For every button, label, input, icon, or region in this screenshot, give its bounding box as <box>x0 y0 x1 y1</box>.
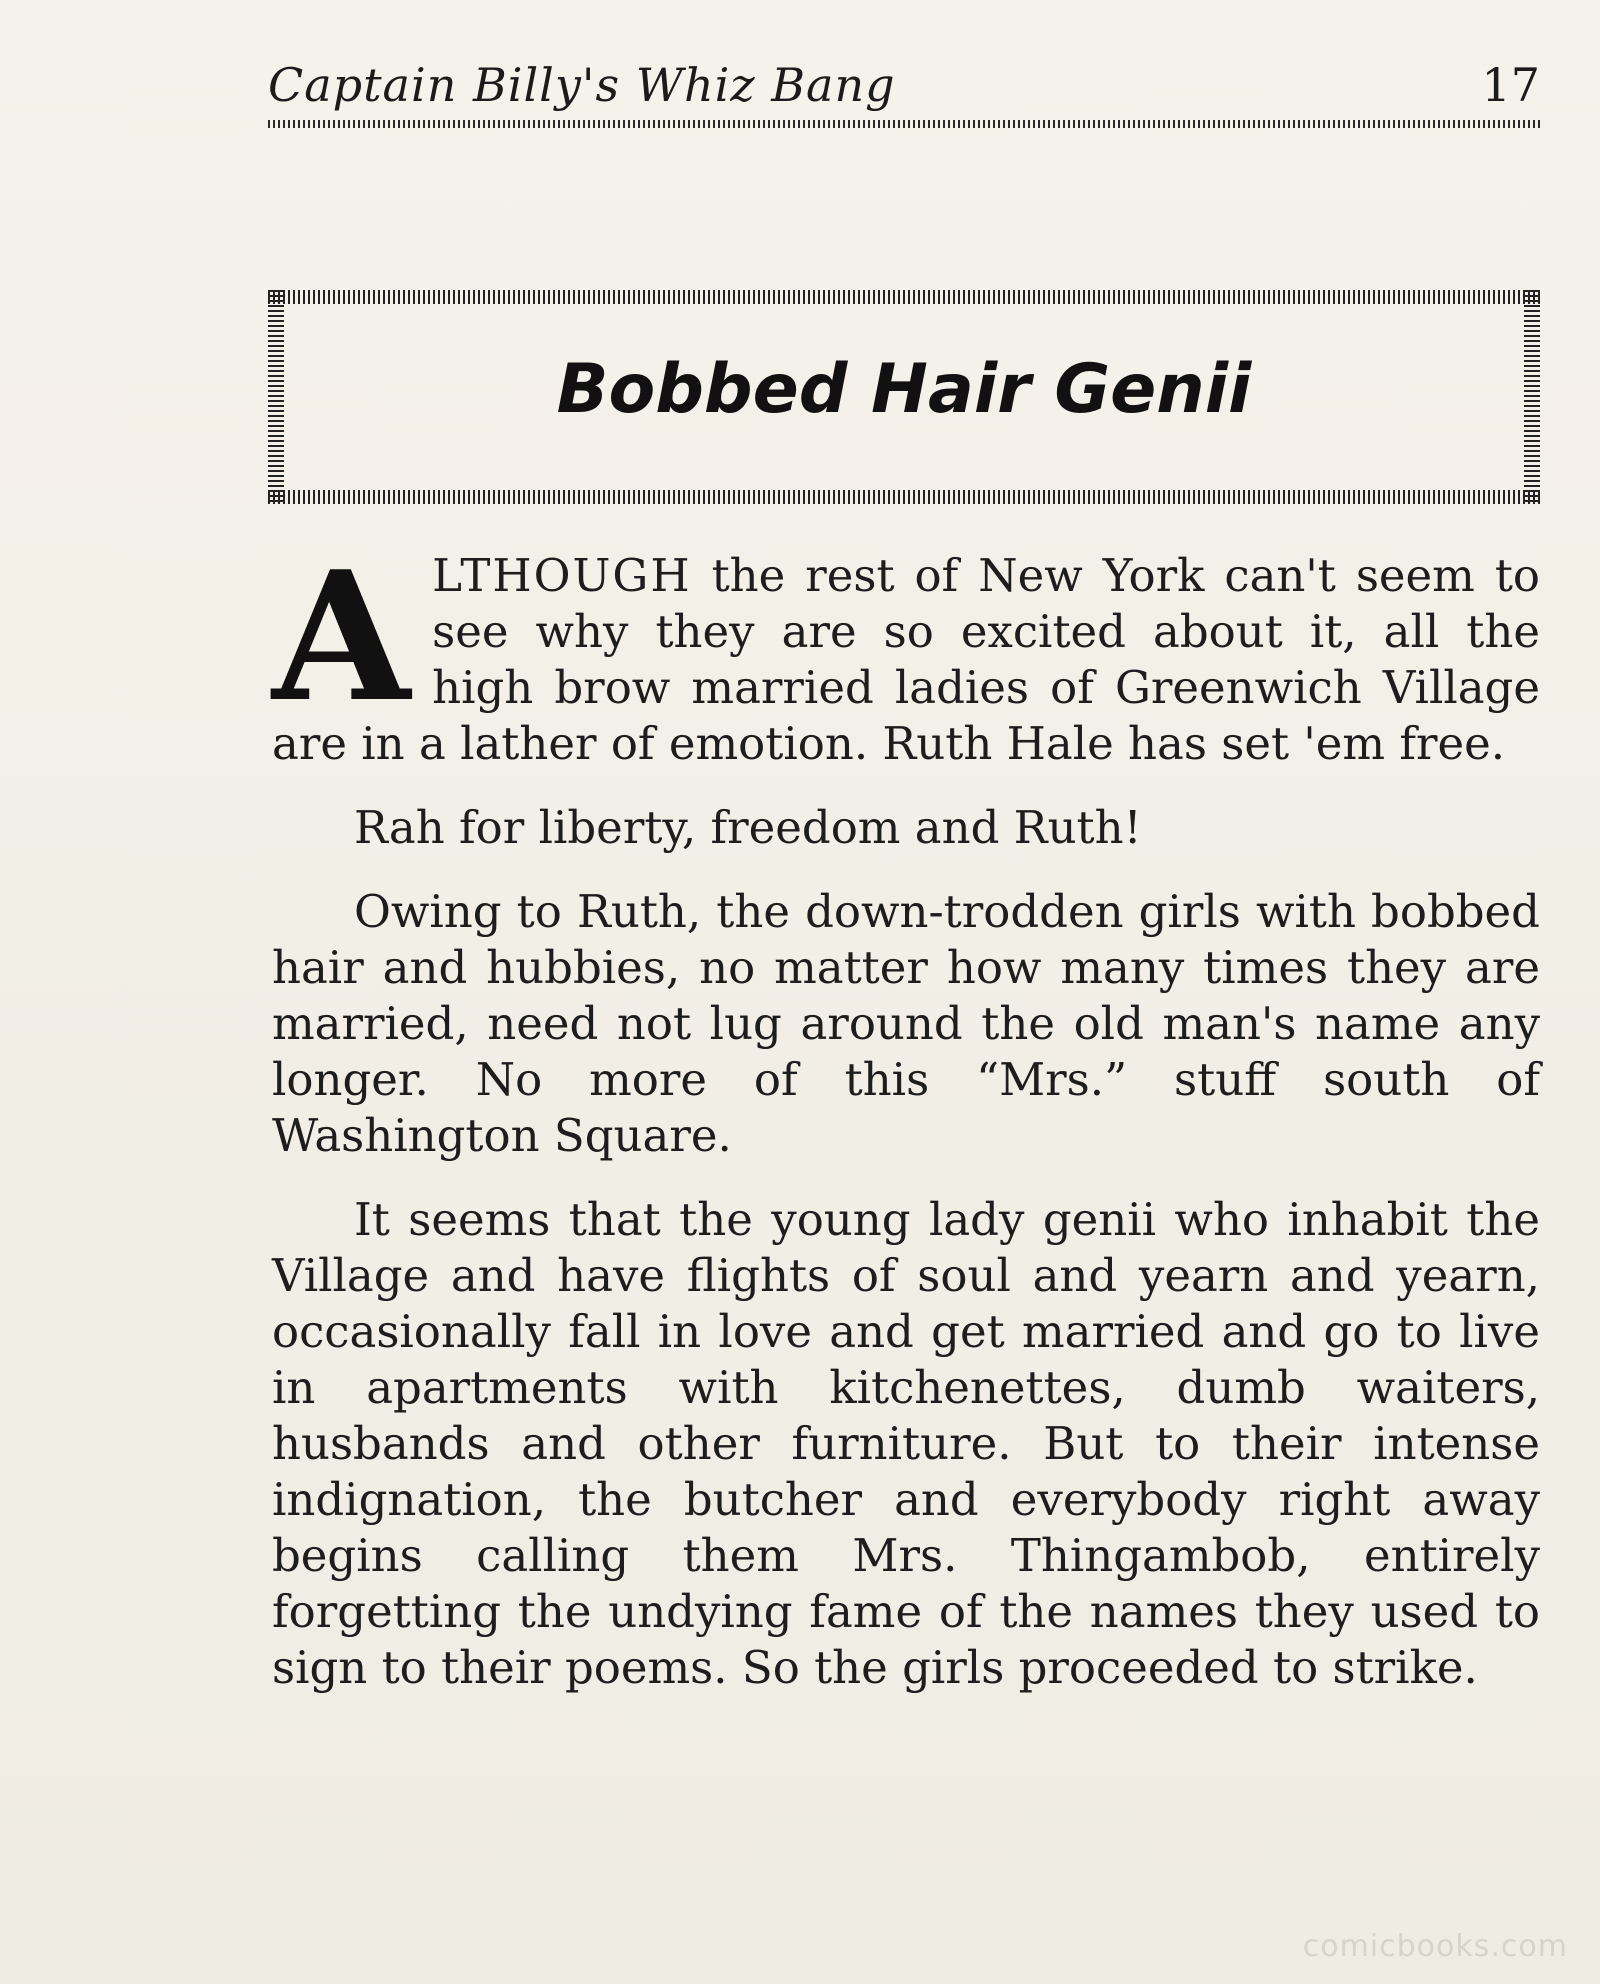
article-body <box>272 532 1540 1724</box>
lead-in-caps: LTHOUGH <box>432 549 692 602</box>
paragraph-3: Owing to Ruth, the down-trodden girls with bobbed hair and hubbies, no matter how many times they are married, need not lug around the old man's name any longer. No more of this “Mrs.” stuff south of Washington Square. <box>272 885 1540 1162</box>
magazine-title: Captain Billy's Whiz Bang <box>268 58 896 112</box>
watermark: comicbooks.com <box>1302 1929 1568 1964</box>
paragraph-1 <box>272 532 1540 772</box>
article-title: Bobbed Hair Genii <box>556 350 1252 429</box>
title-box-bottom-border <box>268 490 1540 504</box>
title-box-top-border <box>268 290 1540 304</box>
paragraph-2: Rah for liberty, freedom and Ruth! <box>354 801 1142 854</box>
drop-cap: A <box>272 532 411 741</box>
header-rule <box>268 120 1540 128</box>
paragraph-4: It seems that the young lady genii who inhabit the Village and have flights of soul and yearn and yearn, occasionally fall in love and get married and go to live in apartments with kitchenettes, dumb waiters, husbands and other furniture. But to their intense indignation, the butcher and everybody right away begins calling them Mrs. Thingambob, entirely forgetting the undying fame of the names they used to sign to their poems. So the girls proceeded to strike. <box>272 1193 1540 1694</box>
paragraph-1-text: the rest of New York can't seem to see why they are so excited about it, all the high brow married ladies of Greenwich Village are in a lather of emotion. Ruth Hale has set 'em free. <box>272 549 1540 770</box>
page-number: 17 <box>1481 58 1540 112</box>
running-head <box>268 58 1540 128</box>
title-box <box>268 290 1540 504</box>
